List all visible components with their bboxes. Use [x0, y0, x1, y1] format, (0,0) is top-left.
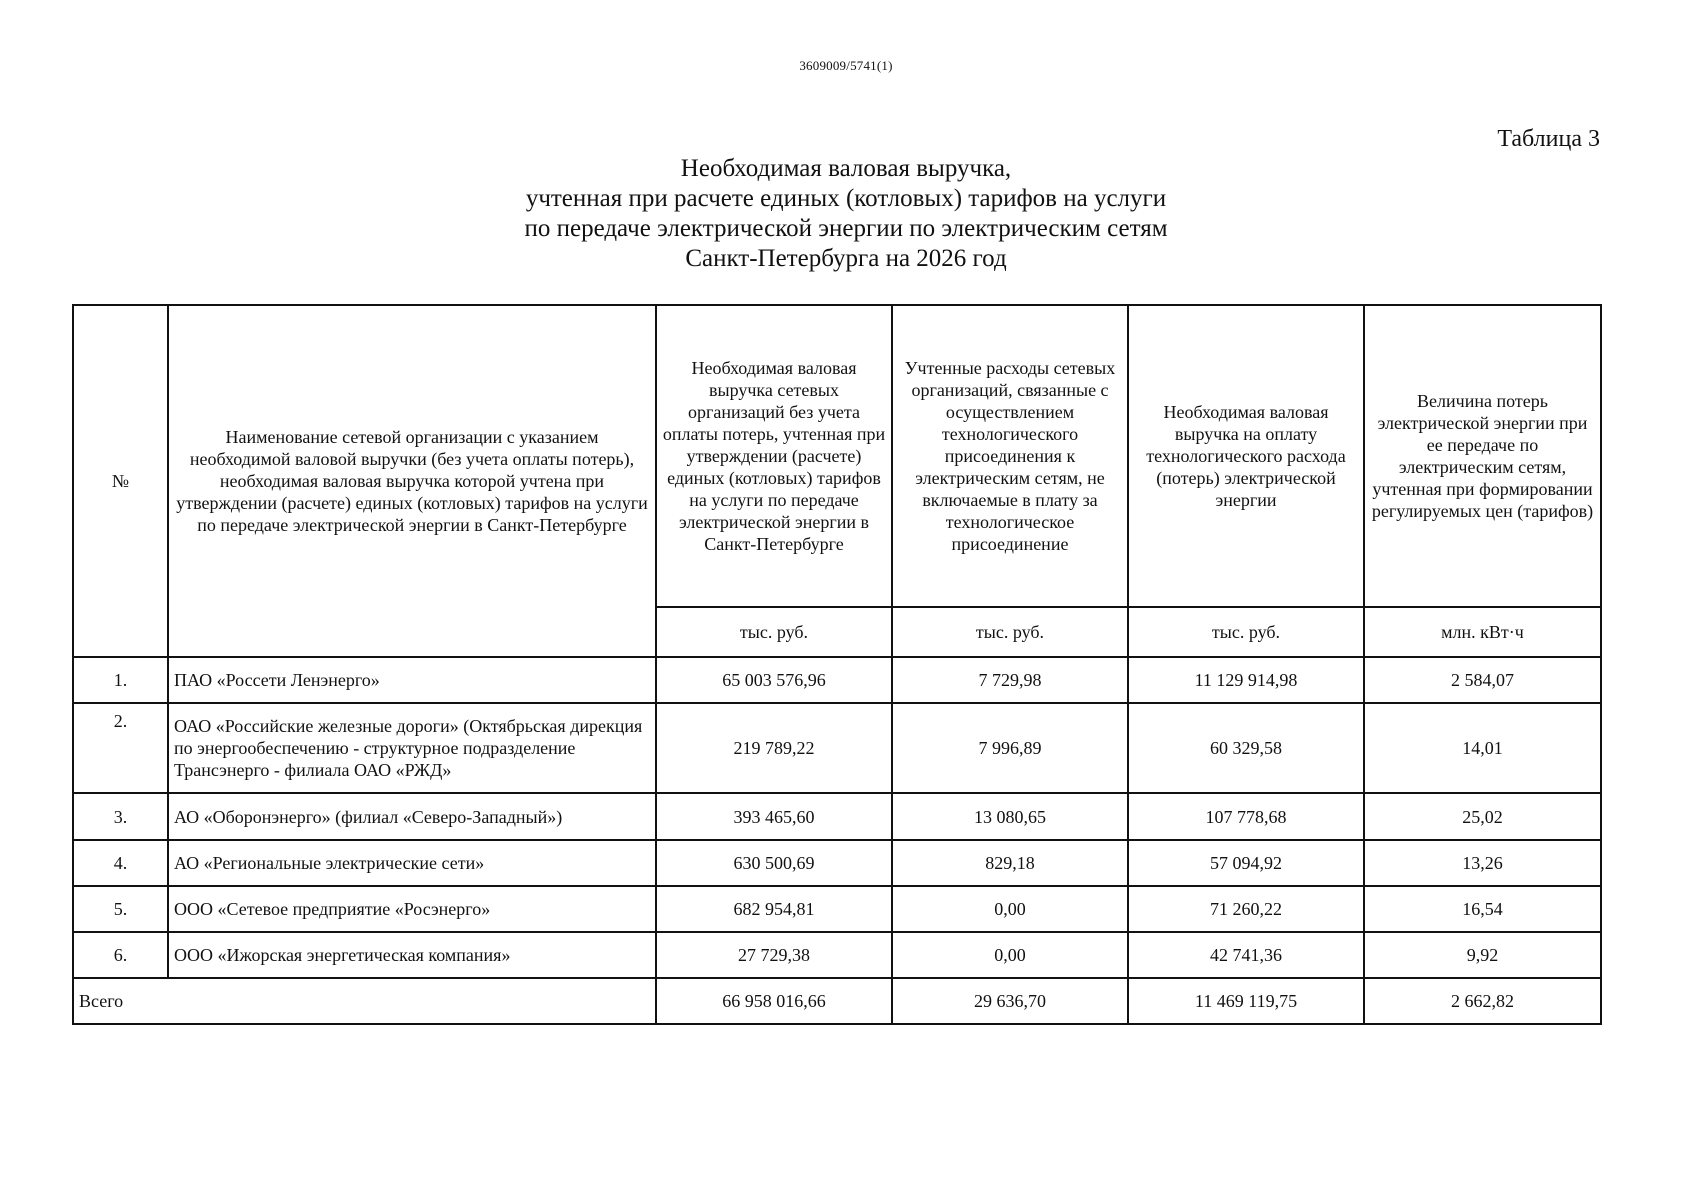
header-gross-revenue: Необходимая валовая выручка сетевых организаций без учета оплаты потерь, учтенная при утверждении (расчете) единых (котловых) тарифов на услуги по передаче электрической энергии в Санкт-Петербурге — [656, 305, 892, 607]
connection-expenses-value: 13 080,65 — [892, 793, 1128, 840]
loss-payment-value: 42 741,36 — [1128, 932, 1364, 978]
connection-expenses-value: 0,00 — [892, 932, 1128, 978]
organization-name: АО «Оборонэнерго» (филиал «Северо-Западный») — [168, 793, 656, 840]
energy-losses-value: 13,26 — [1364, 840, 1601, 886]
table-row — [73, 703, 1601, 793]
organization-name: ОАО «Российские железные дороги» (Октябрьская дирекция по энергообеспечению - структурное подразделение Трансэнерго - филиала ОАО «РЖД» — [168, 703, 656, 793]
unit-label: тыс. руб. — [656, 607, 892, 657]
header-energy-losses: Величина потерь электрической энергии при ее передаче по электрическим сетям, учтенная при формировании регулируемых цен (тарифов) — [1364, 305, 1601, 607]
connection-expenses-value: 0,00 — [892, 886, 1128, 932]
organization-name: АО «Региональные электрические сети» — [168, 840, 656, 886]
total-label: Всего — [73, 978, 656, 1024]
energy-losses-value: 14,01 — [1364, 703, 1601, 793]
header-loss-payment-revenue: Необходимая валовая выручка на оплату технологического расхода (потерь) электрической энергии — [1128, 305, 1364, 607]
gross-revenue-value: 65 003 576,96 — [656, 657, 892, 703]
energy-losses-value: 16,54 — [1364, 886, 1601, 932]
gross-revenue-value: 630 500,69 — [656, 840, 892, 886]
loss-payment-value: 107 778,68 — [1128, 793, 1364, 840]
gross-revenue-value: 27 729,38 — [656, 932, 892, 978]
unit-label: млн. кВт·ч — [1364, 607, 1601, 657]
title-line: учтенная при расчете единых (котловых) тарифов на услуги — [525, 185, 1167, 212]
header-number: № — [73, 305, 168, 657]
gross-revenue-value: 393 465,60 — [656, 793, 892, 840]
title-line: Необходимая валовая выручка, — [680, 155, 1012, 182]
table-row — [73, 932, 1601, 978]
row-number: 2. — [73, 703, 168, 793]
row-number: 3. — [73, 793, 168, 840]
document-title — [0, 154, 1692, 274]
revenue-table — [72, 304, 1602, 1025]
table-number-label: Таблица 3 — [1497, 126, 1600, 152]
organization-name: ПАО «Россети Ленэнерго» — [168, 657, 656, 703]
loss-payment-value: 60 329,58 — [1128, 703, 1364, 793]
gross-revenue-value: 219 789,22 — [656, 703, 892, 793]
energy-losses-value: 25,02 — [1364, 793, 1601, 840]
total-energy-losses: 2 662,82 — [1364, 978, 1601, 1024]
connection-expenses-value: 7 729,98 — [892, 657, 1128, 703]
row-number: 6. — [73, 932, 168, 978]
total-gross-revenue: 66 958 016,66 — [656, 978, 892, 1024]
total-row — [73, 978, 1601, 1024]
document-id: 3609009/5741(1) — [799, 58, 893, 73]
header-row — [73, 305, 1601, 607]
table-row — [73, 657, 1601, 703]
table-row — [73, 793, 1601, 840]
title-line: по передаче электрической энергии по электрическим сетям — [524, 215, 1168, 242]
loss-payment-value: 57 094,92 — [1128, 840, 1364, 886]
gross-revenue-value: 682 954,81 — [656, 886, 892, 932]
unit-label: тыс. руб. — [1128, 607, 1364, 657]
loss-payment-value: 11 129 914,98 — [1128, 657, 1364, 703]
unit-label: тыс. руб. — [892, 607, 1128, 657]
title-line: Санкт-Петербурга на 2026 год — [685, 245, 1007, 272]
connection-expenses-value: 7 996,89 — [892, 703, 1128, 793]
total-connection-expenses: 29 636,70 — [892, 978, 1128, 1024]
row-number: 5. — [73, 886, 168, 932]
header-connection-expenses: Учтенные расходы сетевых организаций, связанные с осуществлением технологического присоединения к электрическим сетям, не включаемые в плату за технологическое присоединение — [892, 305, 1128, 607]
energy-losses-value: 2 584,07 — [1364, 657, 1601, 703]
row-number: 4. — [73, 840, 168, 886]
energy-losses-value: 9,92 — [1364, 932, 1601, 978]
organization-name: ООО «Ижорская энергетическая компания» — [168, 932, 656, 978]
header-organization-name: Наименование сетевой организации с указанием необходимой валовой выручки (без учета оплаты потерь), необходимая валовая выручка которой учтена при утверждении (расчете) единых (котловых) тарифов на услуги по передаче электрической энергии в Санкт-Петербурге — [168, 305, 656, 657]
organization-name: ООО «Сетевое предприятие «Росэнерго» — [168, 886, 656, 932]
connection-expenses-value: 829,18 — [892, 840, 1128, 886]
total-loss-payment: 11 469 119,75 — [1128, 978, 1364, 1024]
loss-payment-value: 71 260,22 — [1128, 886, 1364, 932]
row-number: 1. — [73, 657, 168, 703]
table-row — [73, 886, 1601, 932]
table-row — [73, 840, 1601, 886]
